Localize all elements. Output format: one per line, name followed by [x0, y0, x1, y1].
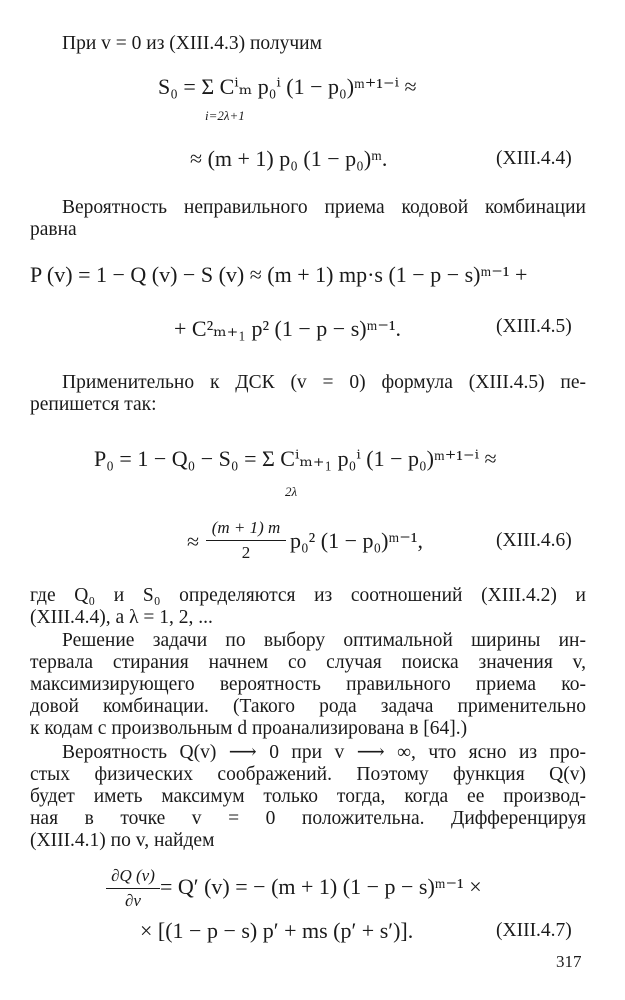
- equation-4-4-number: (XIII.4.4): [496, 148, 572, 169]
- fraction-numerator: (m + 1) m: [211, 518, 281, 537]
- paragraph-4-line-4: довой комбинации. (Такого рода задача применительно: [30, 696, 586, 717]
- paragraph-5-line-5: (XIII.4.1) по v, найдем: [30, 830, 215, 851]
- paragraph-3-line-2: (XIII.4.4), а λ = 1, 2, ...: [30, 607, 213, 628]
- paragraph-4-line-2: тервала стирания начнем со случая поиска значения v,: [30, 652, 586, 673]
- approx-sign: ≈: [187, 529, 200, 554]
- paragraph-4-line-1: Решение задачи по выбору оптимальной ширины ин-: [62, 630, 586, 651]
- paragraph-4-line-3: максимизирующего вероятность правильного приема ко-: [30, 674, 586, 695]
- fraction-denominator: 2: [241, 543, 251, 562]
- paragraph-3-line-1: где Q₀ и S₀ определяются из соотношений (XIII.4.2) и: [30, 585, 586, 606]
- equation-4-6-fraction: [206, 518, 286, 563]
- paragraph-1-line-1: Вероятность неправильного приема кодовой комбинации: [62, 197, 586, 218]
- equation-4-5-line2: + C²ₘ₊₁ p² (1 − p − s)ᵐ⁻¹.: [174, 316, 402, 341]
- page-number: 317: [556, 952, 582, 971]
- equation-4-4-sum-limit: i=2λ+1: [205, 108, 245, 123]
- paragraph-1-line-2: равна: [30, 219, 77, 240]
- fraction-numerator: ∂Q (v): [111, 866, 155, 885]
- fraction-denominator: ∂v: [125, 891, 141, 910]
- paragraph-4-line-5: к кодам с произвольным d проанализирована в [64].): [30, 718, 468, 739]
- equation-4-4-line2: ≈ (m + 1) p₀ (1 − p₀)ᵐ.: [190, 146, 388, 171]
- equation-4-4-line1: S₀ = Σ Cⁱₘ p₀ⁱ (1 − p₀)ᵐ⁺¹⁻ⁱ ≈: [158, 74, 417, 99]
- equation-4-6-sum-limit: 2λ: [285, 484, 298, 499]
- intro-line: При v = 0 из (XIII.4.3) получим: [62, 33, 322, 54]
- paragraph-2-line-2: репишется так:: [30, 394, 157, 415]
- equation-4-5-number: (XIII.4.5): [496, 316, 572, 337]
- paragraph-5-line-3: будет иметь максимум только тогда, когда ее производ-: [30, 786, 586, 807]
- paragraph-2-line-1: Применительно к ДСК (v = 0) формула (XIII.4.5) пе-: [62, 372, 586, 393]
- fraction-bar: [206, 540, 286, 541]
- equation-4-6-line1: P₀ = 1 − Q₀ − S₀ = Σ Cⁱₘ₊₁ p₀ⁱ (1 − p₀)ᵐ⁺¹⁻ⁱ ≈: [94, 446, 497, 471]
- equation-4-5-line1: P (v) = 1 − Q (v) − S (v) ≈ (m + 1) mp·s (1 − p − s)ᵐ⁻¹ +: [30, 262, 528, 287]
- paragraph-5-line-4: ная в точке v = 0 положительна. Дифференцируя: [30, 808, 586, 829]
- equation-4-7-line1: = Q′ (v) = − (m + 1) (1 − p − s)ᵐ⁻¹ ×: [160, 874, 482, 899]
- equation-4-7-number: (XIII.4.7): [496, 920, 572, 941]
- equation-4-7-fraction: [106, 866, 160, 911]
- paragraph-5-line-1: Вероятность Q(v) ⟶ 0 при v ⟶ ∞, что ясно из про-: [62, 742, 586, 763]
- equation-4-6-line2: p₀² (1 − p₀)ᵐ⁻¹,: [290, 528, 423, 553]
- equation-4-7-line2: × [(1 − p − s) p′ + ms (p′ + s′)].: [140, 918, 414, 943]
- equation-4-6-number: (XIII.4.6): [496, 530, 572, 551]
- paragraph-5-line-2: стых физических соображений. Поэтому функция Q(v): [30, 764, 586, 785]
- fraction-bar: [106, 888, 160, 889]
